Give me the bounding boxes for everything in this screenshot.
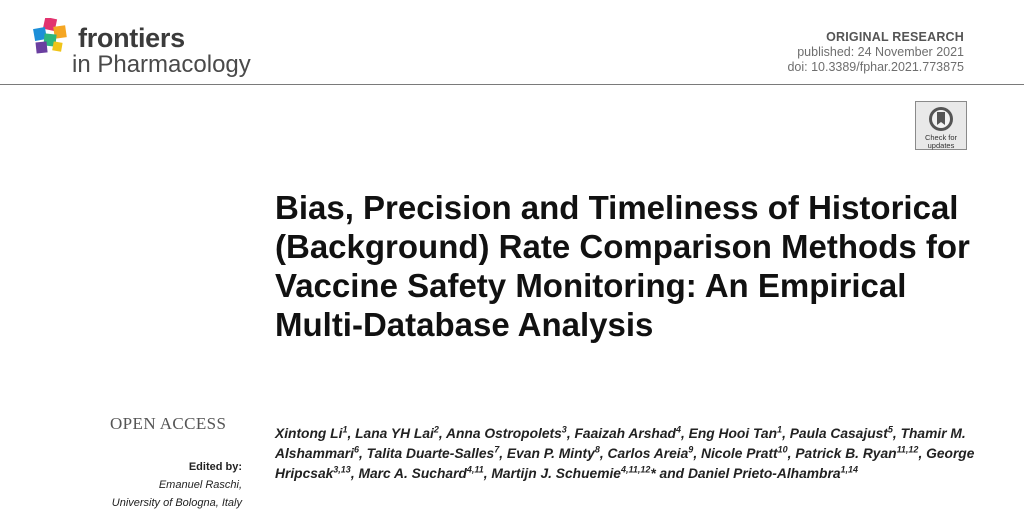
- author-name[interactable]: Paula Casajust: [789, 426, 888, 441]
- editor-name[interactable]: Emanuel Raschi,: [158, 479, 242, 491]
- author-name[interactable]: Patrick B. Ryan: [795, 446, 897, 461]
- open-access-label: OPEN ACCESS: [110, 414, 227, 433]
- published-date: published: 24 November 2021: [797, 45, 964, 59]
- article-type: ORIGINAL RESEARCH: [826, 30, 964, 44]
- author-affiliation: 2: [433, 424, 439, 435]
- author-affiliation: 4: [675, 424, 681, 435]
- author-list: [275, 424, 980, 484]
- bookmark-check-icon: [928, 106, 954, 132]
- edited-by-label: Edited by:: [188, 461, 242, 473]
- author-affiliation: 3: [561, 424, 567, 435]
- check-for-updates-badge[interactable]: [915, 101, 967, 150]
- frontiers-logo-icon: [32, 18, 70, 56]
- author-name[interactable]: Talita Duarte-Salles: [366, 446, 495, 461]
- author-affiliation: 7: [494, 444, 500, 455]
- author-separator: ,: [680, 426, 689, 441]
- author-affiliation: 1: [342, 424, 348, 435]
- author-separator: ,: [782, 426, 790, 441]
- author-name[interactable]: Martijn J. Schuemie: [491, 466, 621, 481]
- author-name[interactable]: George Hripcsak: [275, 446, 975, 481]
- author-affiliation: 11,12: [896, 444, 919, 455]
- author-affiliation: 4,11,12: [620, 464, 651, 475]
- badge-line-1: Check for: [924, 133, 958, 142]
- frontiers-logo[interactable]: [30, 14, 270, 84]
- author-affiliation: 6: [353, 444, 359, 455]
- doi-link[interactable]: doi: 10.3389/fphar.2021.773875: [787, 60, 964, 74]
- author-separator: ,: [347, 426, 356, 441]
- author-name[interactable]: Marc A. Suchard: [358, 466, 467, 481]
- header-divider: [0, 84, 1024, 85]
- author-affiliation: 10: [777, 444, 788, 455]
- author-name[interactable]: Daniel Prieto-Alhambra: [687, 466, 841, 481]
- author-separator: ,: [892, 426, 901, 441]
- author-affiliation: 5: [887, 424, 893, 435]
- author-separator: ,: [499, 446, 507, 461]
- author-separator: ,: [483, 466, 492, 481]
- author-name[interactable]: Anna Ostropolets: [446, 426, 562, 441]
- author-name[interactable]: Evan P. Minty: [506, 446, 595, 461]
- author-affiliation: 1,14: [840, 464, 859, 475]
- author-affiliation: 8: [594, 444, 600, 455]
- author-separator: ,: [693, 446, 701, 461]
- author-name[interactable]: Thamir M. Alshammari: [275, 426, 966, 461]
- journal-name: in Pharmacology: [72, 51, 251, 78]
- author-name[interactable]: Nicole Pratt: [700, 446, 778, 461]
- article-title: Bias, Precision and Timeliness of Historical (Background) Rate Comparison Methods for Vaccine Safety Monitoring: An Empirical Multi-Database Analysis: [275, 189, 970, 343]
- author-name[interactable]: Carlos Areia: [607, 446, 689, 461]
- author-separator: ,: [350, 466, 359, 481]
- author-affiliation: 4,11: [466, 464, 484, 475]
- author-name[interactable]: Xintong Li: [275, 426, 343, 441]
- author-separator: ,: [918, 446, 927, 461]
- article-meta: [787, 30, 964, 75]
- author-separator: ,: [438, 426, 447, 441]
- author-affiliation: 3,13: [333, 464, 351, 475]
- brand-name: frontiers: [78, 23, 185, 53]
- editor-affiliation: University of Bologna, Italy: [111, 497, 242, 509]
- badge-line-2: updates: [927, 141, 955, 150]
- author-name[interactable]: Lana YH Lai: [355, 426, 434, 441]
- editor-info: [112, 458, 242, 512]
- author-affiliation: 9: [688, 444, 694, 455]
- author-separator: ,: [599, 446, 608, 461]
- author-name[interactable]: Faaizah Arshad: [574, 426, 676, 441]
- author-separator: * and: [650, 466, 688, 481]
- author-affiliation: 1: [777, 424, 783, 435]
- author-separator: ,: [359, 446, 367, 461]
- author-separator: ,: [787, 446, 796, 461]
- author-name[interactable]: Eng Hooi Tan: [688, 426, 778, 441]
- author-separator: ,: [566, 426, 575, 441]
